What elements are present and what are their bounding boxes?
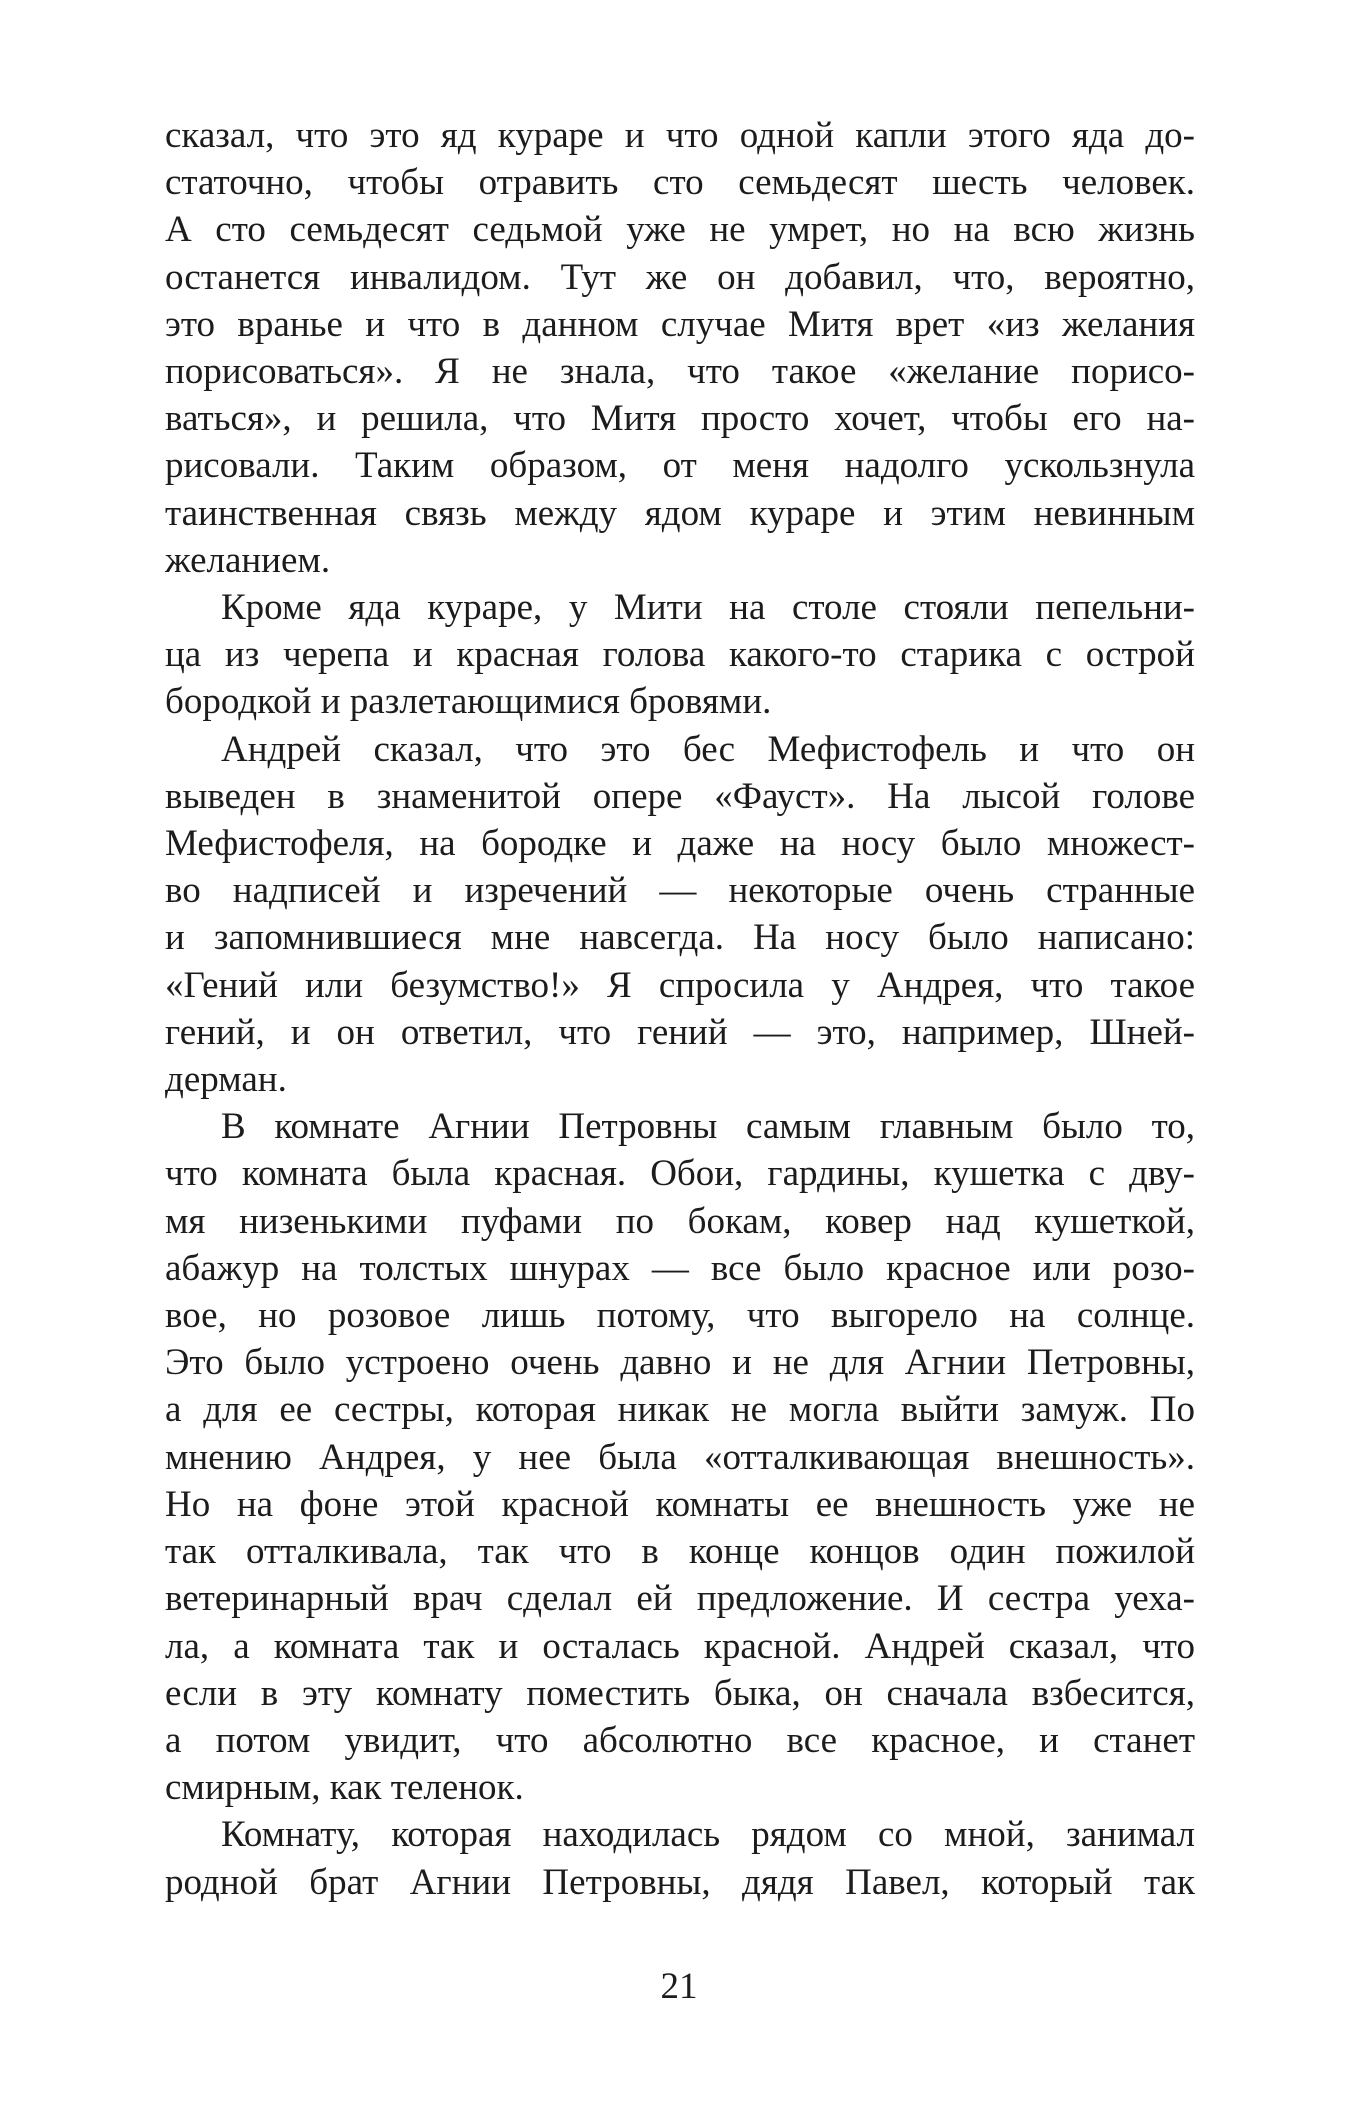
text-line: ваться», и решила, что Митя просто хочет, чтобы его на-	[165, 398, 1195, 440]
text-line: рисовали. Таким образом, от меня надолго ускользнула	[165, 445, 1195, 487]
text-line: во надписей и изречений — некоторые очень странные	[165, 870, 1195, 912]
text-line: сказал, что это яд кураре и что одной капли этого яда до-	[165, 115, 1195, 156]
text-line: так отталкивала, так что в конце концов один пожилой	[165, 1531, 1195, 1573]
text-line: Комнату, которая находилась рядом со мной, занимал	[221, 1814, 1195, 1856]
text-line: это вранье и что в данном случае Митя врет «из желания	[165, 303, 1195, 345]
text-line: вое, но розовое лишь потому, что выгорело на солнце.	[165, 1295, 1195, 1337]
text-line: Но на фоне этой красной комнаты ее внешность уже не	[165, 1483, 1195, 1525]
paragraph	[165, 584, 1195, 726]
text-line: ца из черепа и красная голова какого-то старика с острой	[165, 634, 1195, 676]
text-line: дерман.	[165, 1059, 287, 1101]
text-line: В комнате Агнии Петровны самым главным было то,	[221, 1106, 1195, 1148]
text-line: бородкой и разлетающимися бровями.	[165, 681, 772, 723]
text-line: гений, и он ответил, что гений — это, например, Шней-	[165, 1011, 1195, 1053]
paragraph	[165, 726, 1195, 1104]
text-line: Кроме яда кураре, у Мити на столе стояли пепельни-	[221, 587, 1195, 629]
text-line: мя низенькими пуфами по бокам, ковер над кушеткой,	[165, 1200, 1195, 1242]
text-line: ветеринарный врач сделал ей предложение. И сестра уеха-	[165, 1578, 1195, 1620]
text-line: мнению Андрея, у нее была «отталкивающая внешность».	[165, 1436, 1195, 1478]
text-line: Это было устроено очень давно и не для Агнии Петровны,	[165, 1342, 1195, 1384]
text-line: Мефистофеля, на бородке и даже на носу было множест-	[165, 823, 1195, 865]
text-line: Андрей сказал, что это бес Мефистофель и что он	[221, 728, 1195, 770]
text-line: желанием.	[165, 539, 331, 581]
text-line: таинственная связь между ядом кураре и этим невинным	[165, 492, 1195, 534]
text-line: а для ее сестры, которая никак не могла выйти замуж. По	[165, 1389, 1195, 1431]
text-line: и запомнившиеся мне навсегда. На носу было написано:	[165, 917, 1195, 959]
page-body	[165, 112, 1195, 1906]
text-line: порисоваться». Я не знала, что такое «желание порисо-	[165, 351, 1195, 393]
text-line: «Гений или безумство!» Я спросила у Андрея, что такое	[165, 964, 1195, 1006]
text-line: а потом увидит, что абсолютно все красное, и станет	[165, 1719, 1195, 1761]
text-line: выведен в знаменитой опере «Фауст». На лысой голове	[165, 775, 1195, 817]
paragraph	[165, 1811, 1195, 1905]
text-line: останется инвалидом. Тут же он добавил, что, вероятно,	[165, 256, 1195, 298]
text-line: родной брат Агнии Петровны, дядя Павел, который так	[165, 1861, 1195, 1903]
paragraph	[165, 1103, 1195, 1811]
paragraph	[165, 112, 1195, 584]
text-line: статочно, чтобы отравить сто семьдесят шесть человек.	[165, 162, 1195, 204]
text-line: А сто семьдесят седьмой уже не умрет, но на всю жизнь	[165, 209, 1195, 251]
text-line: если в эту комнату поместить быка, он сначала взбесится,	[165, 1672, 1195, 1714]
text-line: смирным, как теленок.	[165, 1767, 524, 1809]
text-line: ла, а комната так и осталась красной. Андрей сказал, что	[165, 1625, 1195, 1667]
page-number: 21	[660, 1966, 698, 2007]
text-line: абажур на толстых шнурах — все было красное или розо-	[165, 1247, 1195, 1289]
text-line: что комната была красная. Обои, гардины, кушетка с дву-	[165, 1153, 1195, 1195]
